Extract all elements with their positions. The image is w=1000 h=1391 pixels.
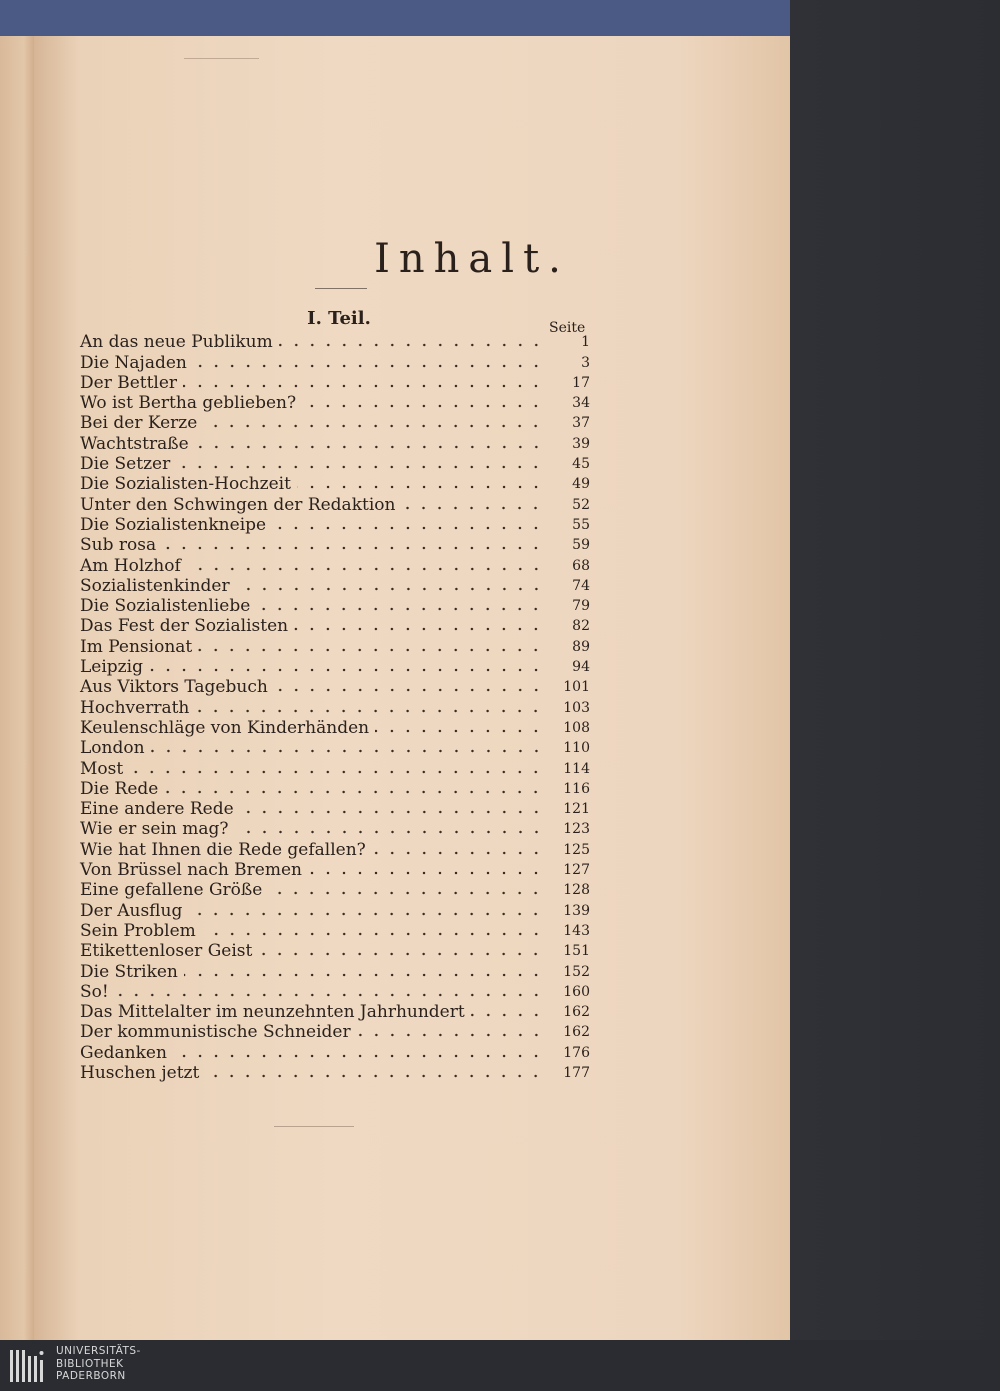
toc-leader-dots: [202, 932, 544, 936]
toc-leader-dots: [195, 445, 544, 449]
toc-entry-page: 127: [563, 862, 590, 879]
toc-entry-page: 128: [563, 882, 590, 899]
toc-entry-title: Most: [80, 758, 124, 779]
toc-entry-title: Etikettenloser Geist: [80, 941, 253, 962]
toc-entry-page: 3: [581, 354, 590, 371]
toc-leader-dots: [193, 364, 544, 368]
toc-entry-page: 74: [572, 577, 590, 594]
library-logo-text: [56, 1345, 141, 1383]
toc-leader-dots: [183, 384, 544, 388]
toc-entry: [80, 921, 590, 941]
toc-entry-title: Wie er sein mag?: [80, 819, 229, 840]
toc-entry: [80, 596, 590, 616]
toc-entry: [80, 535, 590, 555]
toc-entry: [80, 494, 590, 514]
toc-entry-title: Wo ist Bertha geblieben?: [80, 393, 297, 414]
toc-leader-dots: [129, 770, 544, 774]
toc-entry: [80, 555, 590, 575]
toc-entry: [80, 1022, 590, 1042]
left-page-edge: [0, 36, 34, 1340]
toc-leader-dots: [236, 587, 544, 591]
toc-entry-title: Leipzig: [80, 657, 143, 678]
toc-entry: [80, 433, 590, 453]
toc-entry-title: Hochverrath: [80, 697, 190, 718]
toc-entry: [80, 799, 590, 819]
toc-entry: [80, 1042, 590, 1062]
toc-leader-dots: [162, 546, 544, 550]
bottom-rule: [274, 1126, 354, 1127]
toc-entry: [80, 941, 590, 961]
toc-entry-page: 103: [563, 699, 590, 716]
toc-entry-page: 89: [572, 638, 590, 655]
toc-leader-dots: [173, 1054, 544, 1058]
toc-entry-title: An das neue Publikum: [80, 332, 273, 353]
toc-entry-title: Die Sozialistenliebe: [80, 596, 251, 617]
title-rule: [315, 288, 367, 289]
toc-entry-title: Sein Problem: [80, 920, 196, 941]
toc-entry-title: Der Bettler: [80, 372, 178, 393]
toc-leader-dots: [272, 526, 544, 530]
toc-entry-page: 68: [572, 557, 590, 574]
toc-leader-dots: [151, 749, 544, 753]
toc-entry-title: So!: [80, 981, 109, 1002]
toc-entry-title: Der Ausflug: [80, 900, 183, 921]
toc-entry: [80, 677, 590, 697]
toc-entry-title: Von Brüssel nach Bremen: [80, 860, 302, 881]
toc-leader-dots: [372, 851, 544, 855]
toc-leader-dots: [258, 952, 544, 956]
toc-entry-page: 116: [563, 780, 590, 797]
toc-entry-page: 114: [563, 760, 590, 777]
toc-entry-page: 101: [563, 679, 590, 696]
toc-entry-page: 176: [563, 1044, 590, 1061]
toc-leader-dots: [195, 709, 544, 713]
toc-entry: [80, 779, 590, 799]
page-column-header: Seite: [549, 320, 586, 336]
toc-leader-dots: [375, 729, 544, 733]
part-heading: I. Teil.: [307, 308, 371, 329]
toc-entry: [80, 413, 590, 433]
top-rule: [184, 58, 259, 59]
toc-entry: [80, 880, 590, 900]
toc-leader-dots: [115, 993, 544, 997]
toc-entry: [80, 900, 590, 920]
toc-leader-dots: [268, 891, 544, 895]
toc-entry: [80, 393, 590, 413]
toc-entry-page: 139: [563, 902, 590, 919]
toc-leader-dots: [205, 1074, 544, 1078]
toc-entry: [80, 352, 590, 372]
toc-entry-page: 143: [563, 922, 590, 939]
toc-entry: [80, 982, 590, 1002]
toc-entry: [80, 961, 590, 981]
toc-entry: [80, 616, 590, 636]
library-logo-icon: [8, 1346, 48, 1386]
toc-leader-dots: [471, 1013, 544, 1017]
toc-leader-dots: [203, 424, 544, 428]
toc-leader-dots: [164, 790, 544, 794]
toc-entry-page: 110: [563, 740, 590, 757]
toc-entry: [80, 454, 590, 474]
logo-line-3: PADERBORN: [56, 1370, 126, 1382]
toc-entry-title: Das Mittelalter im neunzehnten Jahrhundert: [80, 1002, 465, 1023]
toc-entry: [80, 738, 590, 758]
toc-entry-title: Die Najaden: [80, 352, 187, 373]
toc-entry-title: Eine andere Rede: [80, 799, 234, 820]
toc-entry-page: 34: [572, 395, 590, 412]
toc-entry-title: Wie hat Ihnen die Rede gefallen?: [80, 839, 366, 860]
toc-entry-title: Das Fest der Sozialisten: [80, 616, 289, 637]
toc-entry-page: 55: [572, 516, 590, 533]
toc-leader-dots: [297, 485, 544, 489]
toc-entry-title: Die Striken: [80, 961, 178, 982]
toc-entry-title: Im Pensionat: [80, 636, 193, 657]
toc-entry: [80, 373, 590, 393]
toc-entry: [80, 515, 590, 535]
toc-entry-title: Die Sozialisten-Hochzeit: [80, 474, 291, 495]
toc-entry-page: 59: [572, 537, 590, 554]
toc-entry-title: Der kommunistische Schneider: [80, 1022, 351, 1043]
toc-entry: [80, 718, 590, 738]
toc-leader-dots: [302, 404, 544, 408]
toc-entry: [80, 1063, 590, 1083]
book-page: [34, 36, 790, 1340]
toc-entry-page: 45: [572, 456, 590, 473]
toc-entry-page: 125: [563, 841, 590, 858]
toc-leader-dots: [176, 465, 544, 469]
toc-entry-title: London: [80, 738, 145, 759]
toc-entry-page: 121: [563, 801, 590, 818]
toc-entry: [80, 332, 590, 352]
toc-leader-dots: [184, 973, 544, 977]
toc-entry: [80, 474, 590, 494]
toc-entry-page: 79: [572, 598, 590, 615]
toc-entry-title: Sozialistenkinder: [80, 575, 230, 596]
toc-leader-dots: [279, 343, 544, 347]
book-cover-edge: [0, 0, 790, 40]
toc-leader-dots: [235, 830, 545, 834]
toc-entry-title: Am Holzhof: [80, 555, 181, 576]
toc-entry-title: Sub rosa: [80, 535, 157, 556]
toc-entry-page: 1: [581, 334, 590, 351]
toc-entry-title: Aus Viktors Tagebuch: [80, 677, 268, 698]
toc-entry-title: Die Rede: [80, 778, 159, 799]
toc-entry-page: 162: [563, 1024, 590, 1041]
toc-entry: [80, 697, 590, 717]
toc-entry: [80, 860, 590, 880]
toc-entry-page: 152: [563, 963, 590, 980]
page-title: Inhalt.: [374, 236, 570, 282]
toc-entry-title: Unter den Schwingen der Redaktion: [80, 494, 396, 515]
toc-entry-title: Keulenschläge von Kinderhänden: [80, 717, 370, 738]
toc-entry-title: Bei der Kerze: [80, 413, 198, 434]
toc-entry-page: 82: [572, 618, 590, 635]
toc-entry: [80, 819, 590, 839]
toc-entry-page: 52: [572, 496, 590, 513]
toc-entry-title: Wachtstraße: [80, 433, 189, 454]
toc-leader-dots: [274, 688, 544, 692]
toc-entry-page: 37: [572, 415, 590, 432]
toc-entry-title: Die Sozialistenkneipe: [80, 514, 267, 535]
toc-entry: [80, 657, 590, 677]
logo-line-1: UNIVERSITÄTS-: [56, 1345, 141, 1357]
toc-leader-dots: [198, 648, 544, 652]
table-of-contents: [80, 332, 590, 1083]
toc-leader-dots: [357, 1033, 544, 1037]
toc-entry: [80, 758, 590, 778]
toc-entry-title: Die Setzer: [80, 454, 171, 475]
toc-leader-dots: [188, 912, 544, 916]
toc-entry: [80, 576, 590, 596]
toc-entry-page: 49: [572, 476, 590, 493]
toc-entry-page: 94: [572, 659, 590, 676]
toc-entry-page: 108: [563, 719, 590, 736]
toc-entry-page: 177: [563, 1064, 590, 1081]
toc-entry-page: 123: [563, 821, 590, 838]
toc-entry-title: Eine gefallene Größe: [80, 880, 263, 901]
toc-entry: [80, 839, 590, 859]
toc-entry-page: 17: [572, 374, 590, 391]
toc-leader-dots: [149, 668, 544, 672]
footer-bar: [0, 1340, 1000, 1391]
toc-leader-dots: [240, 810, 544, 814]
logo-line-2: BIBLIOTHEK: [56, 1357, 124, 1370]
toc-leader-dots: [308, 871, 544, 875]
toc-entry: [80, 1002, 590, 1022]
toc-entry: [80, 636, 590, 656]
toc-leader-dots: [187, 567, 544, 571]
toc-entry-page: 160: [563, 983, 590, 1000]
toc-entry-page: 162: [563, 1004, 590, 1021]
toc-entry-page: 39: [572, 435, 590, 452]
toc-leader-dots: [401, 506, 544, 510]
toc-entry-title: Gedanken: [80, 1042, 167, 1063]
toc-leader-dots: [294, 627, 544, 631]
toc-entry-title: Huschen jetzt: [80, 1062, 200, 1083]
toc-leader-dots: [256, 607, 544, 611]
toc-entry-page: 151: [563, 943, 590, 960]
